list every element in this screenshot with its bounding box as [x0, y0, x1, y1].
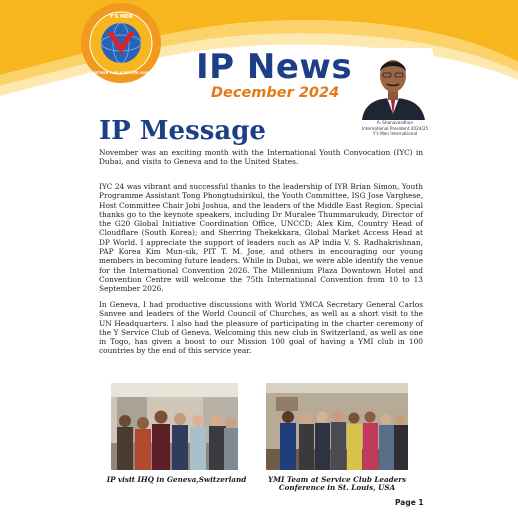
ysmen-logo: [80, 2, 162, 84]
photo-caption: [345, 120, 445, 137]
geneva-visit-photo: [111, 383, 238, 470]
section-title: IP Message: [99, 116, 266, 146]
svg-text:TOGETHER FOR A BETTER WORLD: TOGETHER FOR A BETTER WORLD: [86, 71, 156, 75]
photo-caption-geneva: IP visit IHQ in Geneva,Switzerland: [106, 475, 247, 484]
paragraph-intro: November was an exciting month with the International Youth Convocation (IYC) in Dubai, and visits to Geneva and to the United States.: [99, 148, 423, 167]
paragraph-geneva: In Geneva, I had productive discussions with World YMCA Secretary General Carlos Sanvee and leaders of the World Council of Churches, as well as a short visit to the UN Headquarters. I also had the pleasure of participating in the charter ceremony of the Y Service Club of Geneva. Welcoming this new club in Switzerland, as well as one in Togo, has given a boost to our Mission 100 goal of having a YMI club in 100 countries by the end of this service year.: [99, 300, 423, 356]
paragraph-iyc: IYC 24 was vibrant and successful thanks to the leadership of IYR Brian Simon, Youth Programme Assistant Tong Phongtudsirikul, the Youth Committee, ISG Jose Varghese, Host Committee Chair Jobi Joshua, and the leaders of the Middle East Region. Special thanks go to the keynote speakers, including Dr Muralee Thummarukudy, Director of the G20 Global Initiative Coordination Office, UNCCD; Alex Kim, Country Head of Cloudflare (South Korea); and Sherring Thekekkara, Global Market Access Head at DP World. I appreciate the support of leaders such as AP india V. S. Radhakrishnan, PAP Korea Kim Mun-sik, PIT T. M. Jose, and others in encouraging our young members in becoming future leaders. While in Dubai, we were able identify the venue for the International Convention 2026. The Millennium Plaza Downtown Hotel and Convention Centre will welcome the 75th International Convention from 10 to 13 September 2026.: [99, 182, 423, 294]
president-role: International President 2024/25: [361, 125, 429, 131]
conference-team-photo: [266, 383, 408, 470]
president-photo: [354, 48, 433, 120]
organization-name: Y's Men International: [372, 131, 418, 136]
president-name: A. Shanavasdhan: [376, 120, 414, 125]
svg-text:Y'S MEN: Y'S MEN: [109, 14, 133, 20]
photo-caption-conference: YMI Team at Service Club Leaders Conference in St. Louis, USA: [267, 475, 407, 493]
issue-date: December 2024: [211, 85, 340, 101]
newsletter-title: IP News: [196, 47, 353, 87]
page-number: Page 1: [395, 498, 424, 507]
